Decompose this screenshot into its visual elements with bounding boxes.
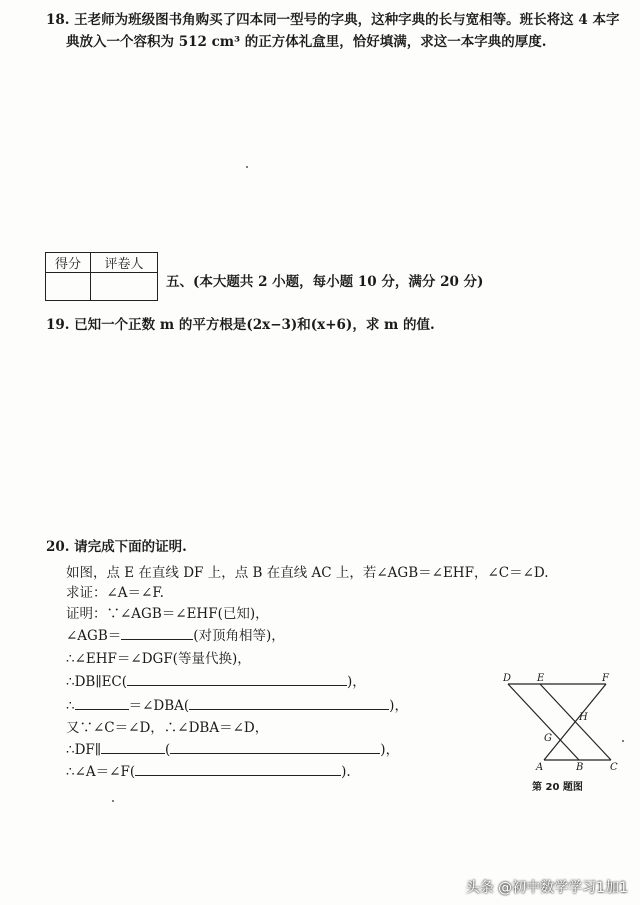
blank-2[interactable]	[127, 671, 347, 686]
grader-cell	[91, 273, 158, 301]
blank-4[interactable]	[189, 695, 389, 710]
proof-line-8-end: ).	[341, 764, 351, 780]
label-c: C	[610, 762, 618, 773]
proof-line-3: ∴∠EHF＝∠DGF(等量代换)，	[66, 651, 251, 667]
geometry-figure	[498, 672, 628, 797]
section-5-heading: 五、(本大题共 2 小题，每小题 10 分，满分 20 分)	[166, 274, 484, 290]
proof-line-4	[66, 670, 366, 690]
q20-prove: 求证：∠A＝∠F.	[66, 585, 164, 601]
proof-line-2-text: ∠AGB＝	[66, 628, 122, 644]
line-fa	[544, 684, 606, 760]
scan-speck	[622, 740, 624, 742]
grader-header: 评卷人	[91, 253, 158, 273]
q18-line2: 典放入一个容积为 512 cm³ 的正方体礼盒里，恰好填满，求这一本字典的厚度.	[66, 34, 547, 50]
blank-3[interactable]	[75, 695, 129, 710]
proof-line-7-paren: (	[165, 742, 171, 758]
proof-line-8	[66, 760, 351, 780]
proof-line-4-text: ∴DB∥EC(	[66, 674, 128, 690]
proof-line-7-end: )，	[380, 742, 400, 758]
score-header: 得分	[46, 253, 91, 273]
blank-7[interactable]	[135, 761, 341, 776]
label-a: A	[536, 762, 544, 773]
proof-line-8-text: ∴∠A＝∠F(	[66, 764, 136, 780]
watermark: 头条 @初中数学学习1加1	[465, 880, 628, 896]
figure-caption: 第 20 题图	[532, 782, 583, 793]
q20-title: 20. 请完成下面的证明.	[46, 539, 187, 555]
score-cell	[46, 273, 91, 301]
proof-line-5-mid: ＝∠DBA(	[128, 698, 190, 714]
blank-5[interactable]	[101, 739, 165, 754]
line-db	[508, 684, 579, 760]
proof-line-7	[66, 738, 399, 758]
q18-line1: 18. 王老师为班级图书角购买了四本同一型号的字典，这种字典的长与宽相等。班长将这 4 本字	[46, 12, 620, 28]
proof-line-5-end: )，	[389, 698, 408, 714]
proof-line-5	[66, 694, 408, 714]
label-b: B	[576, 762, 584, 773]
proof-line-2	[66, 624, 285, 644]
proof-line-5-text: ∴	[66, 698, 75, 714]
proof-line-2-reason: (对顶角相等)，	[193, 628, 285, 644]
q20-intro: 如图，点 E 在直线 DF 上，点 B 在直线 AC 上，若∠AGB＝∠EHF，∠C＝∠D.	[66, 565, 549, 581]
proof-line-7-text: ∴DF∥	[66, 742, 102, 758]
label-h: H	[579, 712, 588, 723]
proof-line-1: 证明：∵∠AGB＝∠EHF(已知)，	[66, 606, 269, 622]
proof-line-4-end: )，	[347, 674, 366, 690]
scan-speck	[246, 166, 248, 168]
scan-speck	[112, 800, 114, 802]
blank-6[interactable]	[170, 739, 380, 754]
blank-1[interactable]	[121, 625, 193, 640]
q19-text: 19. 已知一个正数 m 的平方根是(2x−3)和(x+6)，求 m 的值.	[46, 317, 435, 333]
proof-line-6: 又∵∠C＝∠D，∴∠DBA＝∠D，	[66, 720, 269, 736]
score-box	[45, 252, 158, 301]
label-e: E	[537, 673, 545, 684]
label-g: G	[544, 733, 552, 744]
label-f: F	[602, 673, 609, 684]
label-d: D	[503, 673, 512, 684]
